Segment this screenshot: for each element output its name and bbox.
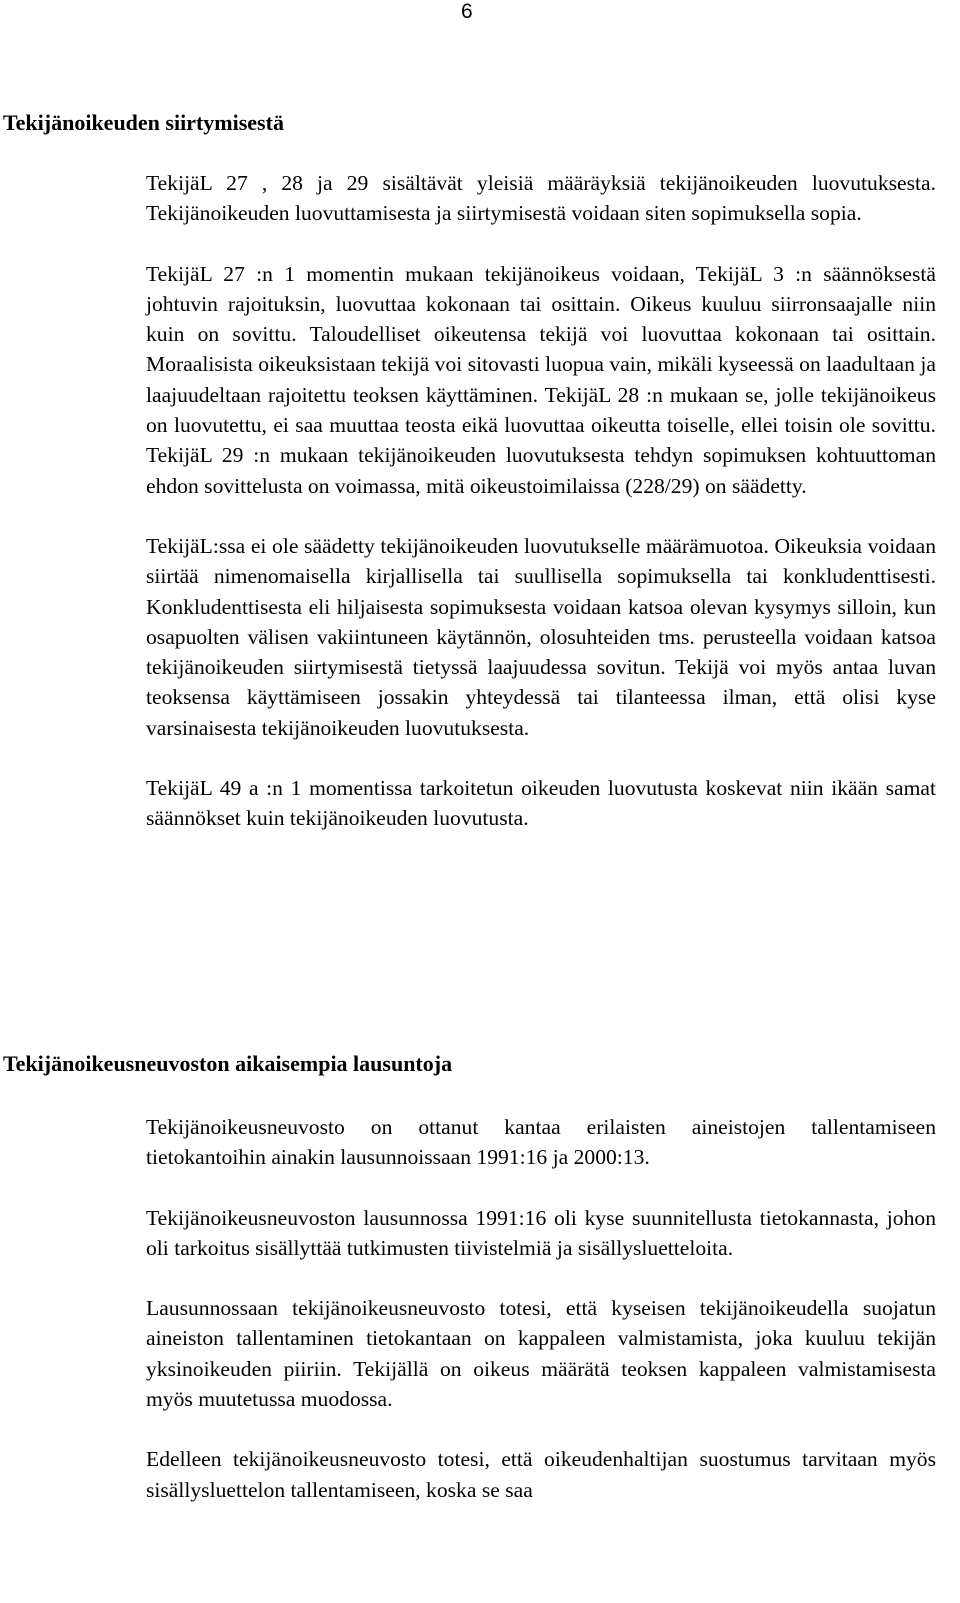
section-heading: Tekijänoikeusneuvoston aikaisempia lausuntoja <box>3 1051 453 1076</box>
paragraph: Tekijänoikeusneuvoston lausunnossa 1991:16 oli kyse suunnitellusta tietokannasta, johon oli tarkoitus sisällyttää tutkimusten tiivistelmiä ja sisällysluetteloita. <box>146 1205 936 1260</box>
paragraph: Tekijänoikeusneuvosto on ottanut kantaa erilaisten aineistojen tallentamiseen tietokantoihin ainakin lausunnoissaan 1991:16 ja 2000:13. <box>146 1115 936 1170</box>
section-copyright-transfer <box>0 110 960 834</box>
section-heading: Tekijänoikeuden siirtymisestä <box>3 110 284 135</box>
paragraph: TekijäL 27 , 28 ja 29 sisältävät yleisiä määräyksiä tekijänoikeuden luovutuksesta. Tekijänoikeuden luovuttamisesta ja siirtymisestä voidaan siten sopimuksella sopia. <box>146 171 936 226</box>
section-council-statements <box>0 1051 960 1505</box>
paragraph: TekijäL 49 a :n 1 momentissa tarkoitetun oikeuden luovutusta koskevat niin ikään samat säännökset kuin tekijänoikeuden luovutusta. <box>146 776 936 831</box>
paragraph: Lausunnossaan tekijänoikeusneuvosto totesi, että kyseisen tekijänoikeudella suojatun aineiston tallentaminen tietokantaan on kappaleen valmistamista, joka kuuluu tekijän yksinoikeuden piiriin. Tekijällä on oikeus määrätä teoksen kappaleen valmistamisesta myös muutetussa muodossa. <box>146 1296 936 1412</box>
paragraph: TekijäL:ssa ei ole säädetty tekijänoikeuden luovutukselle määrämuotoa. Oikeuksia voidaan siirtää nimenomaisella kirjallisella tai suullisella sopimuksella tai konkludenttisesti. Konkludenttisesta eli hiljaisesta sopimuksesta voidaan katsoa olevan kysymys silloin, kun osapuolten välisen vakiintuneen käytännön, olosuhteiden tms. perusteella voidaan katsoa tekijänoikeuden siirtymisestä tietyssä laajuudessa sovitun. Tekijä voi myös antaa luvan teoksensa käyttämiseen jossakin yhteydessä tai tilanteessa ilman, että olisi kyse varsinaisesta tekijänoikeuden luovutuksesta. <box>146 533 936 740</box>
paragraph: TekijäL 27 :n 1 momentin mukaan tekijänoikeus voidaan, TekijäL 3 :n säännöksestä johtuvin rajoituksin, luovuttaa kokonaan tai osittain. Oikeus kuuluu siirronsaajalle niin kuin on sovittu. Taloudelliset oikeutensa tekijä voi luovuttaa kokonaan tai osittain. Moraalisista oikeuksistaan tekijä voi sitovasti luopua vain, mikäli kyseessä on laadultaan ja laajuudeltaan rajoitettu teoksen käyttäminen. TekijäL 28 :n mukaan se, jolle tekijänoikeus on luovutettu, ei saa muuttaa teosta eikä luovuttaa oikeutta toiselle, ellei toisin ole sovittu. TekijäL 29 :n mukaan tekijänoikeuden luovutuksesta tehdyn sopimuksen kohtuuttoman ehdon sovittelusta on voimassa, mitä oikeustoimilaissa (228/29) on säädetty. <box>146 261 936 498</box>
paragraph: Edelleen tekijänoikeusneuvosto totesi, että oikeudenhaltijan suostumus tarvitaan myös sisällysluettelon tallentamiseen, koska se saa <box>146 1447 936 1502</box>
page-number: 6 <box>461 0 473 23</box>
